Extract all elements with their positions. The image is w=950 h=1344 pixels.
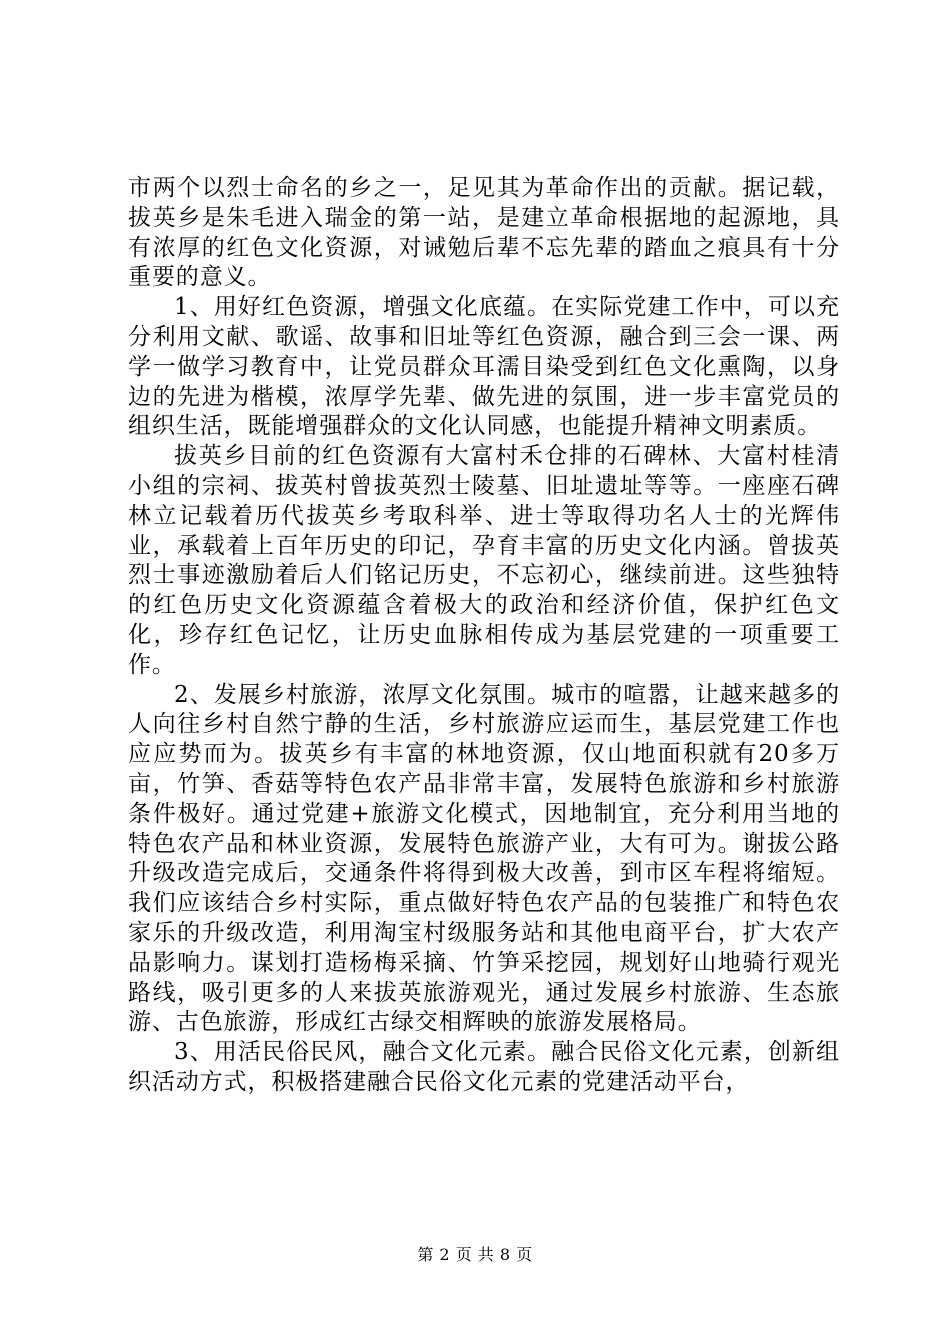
paragraph-section-2: 2、发展乡村旅游，浓厚文化氛围。城市的喧嚣，让越来越多的人向往乡村自然宁静的生活，乡村旅游应运而生，基层党建工作也应应势而为。拔英乡有丰富的林地资源，仅山地面积就有20多万亩，竹笋、香菇等特色农产品非常丰富，发展特色旅游和乡村旅游条件极好。通过党建+旅游文化模式，因地制宜，充分利用当地的特色农产品和林业资源，发展特色旅游产业，大有可为。谢拔公路升级改造完成后，交通条件将得到极大改善，到市区车程将缩短。我们应该结合乡村实际，重点做好特色农产品的包装推广和特色农家乐的升级改造，利用淘宝村级服务站和其他电商平台，扩大农产品影响力。谋划打造杨梅采摘、竹笋采挖园，规划好山地骑行观光路线，吸引更多的人来拔英旅游观光，通过发展乡村旅游、生态旅游、古色旅游，形成红古绿交相辉映的旅游发展格局。 xyxy=(128,681,840,1036)
paragraph-section-1: 1、用好红色资源，增强文化底蕴。在实际党建工作中，可以充分利用文献、歌谣、故事和旧址等红色资源，融合到三会一课、两学一做学习教育中，让党员群众耳濡目染受到红色文化熏陶，以身边的先进为楷模，浓厚学先辈、做先进的氛围，进一步丰富党员的组织生活，既能增强群众的文化认同感，也能提升精神文明素质。 xyxy=(128,294,840,440)
document-body xyxy=(128,174,840,1098)
paragraph-continued: 市两个以烈士命名的乡之一，足见其为革命作出的贡献。据记载，拔英乡是朱毛进入瑞金的第一站，是建立革命根据地的起源地，具有浓厚的红色文化资源，对诫勉后辈不忘先辈的踏血之痕具有十分重要的意义。 xyxy=(128,175,840,291)
paragraph-red-resources: 拔英乡目前的红色资源有大富村禾仓排的石碑林、大富村桂清小组的宗祠、拔英村曾拔英烈士陵墓、旧址遗址等等。一座座石碑林立记载着历代拔英乡考取科举、进士等取得功名人士的光辉伟业，承载着上百年历史的印记，孕育丰富的历史文化内涵。曾拔英烈士事迹激励着后人们铭记历史，不忘初心，继续前进。这些独特的红色历史文化资源蕴含着极大的政治和经济价值，保护红色文化，珍存红色记忆，让历史血脉相传成为基层党建的一项重要工作。 xyxy=(128,443,840,678)
paragraph-section-3: 3、用活民俗民风，融合文化元素。融合民俗文化元素，创新组织活动方式，积极搭建融合民俗文化元素的党建活动平台， xyxy=(128,1039,840,1095)
page-number-footer: 第 2 页 共 8 页 xyxy=(417,1245,533,1264)
